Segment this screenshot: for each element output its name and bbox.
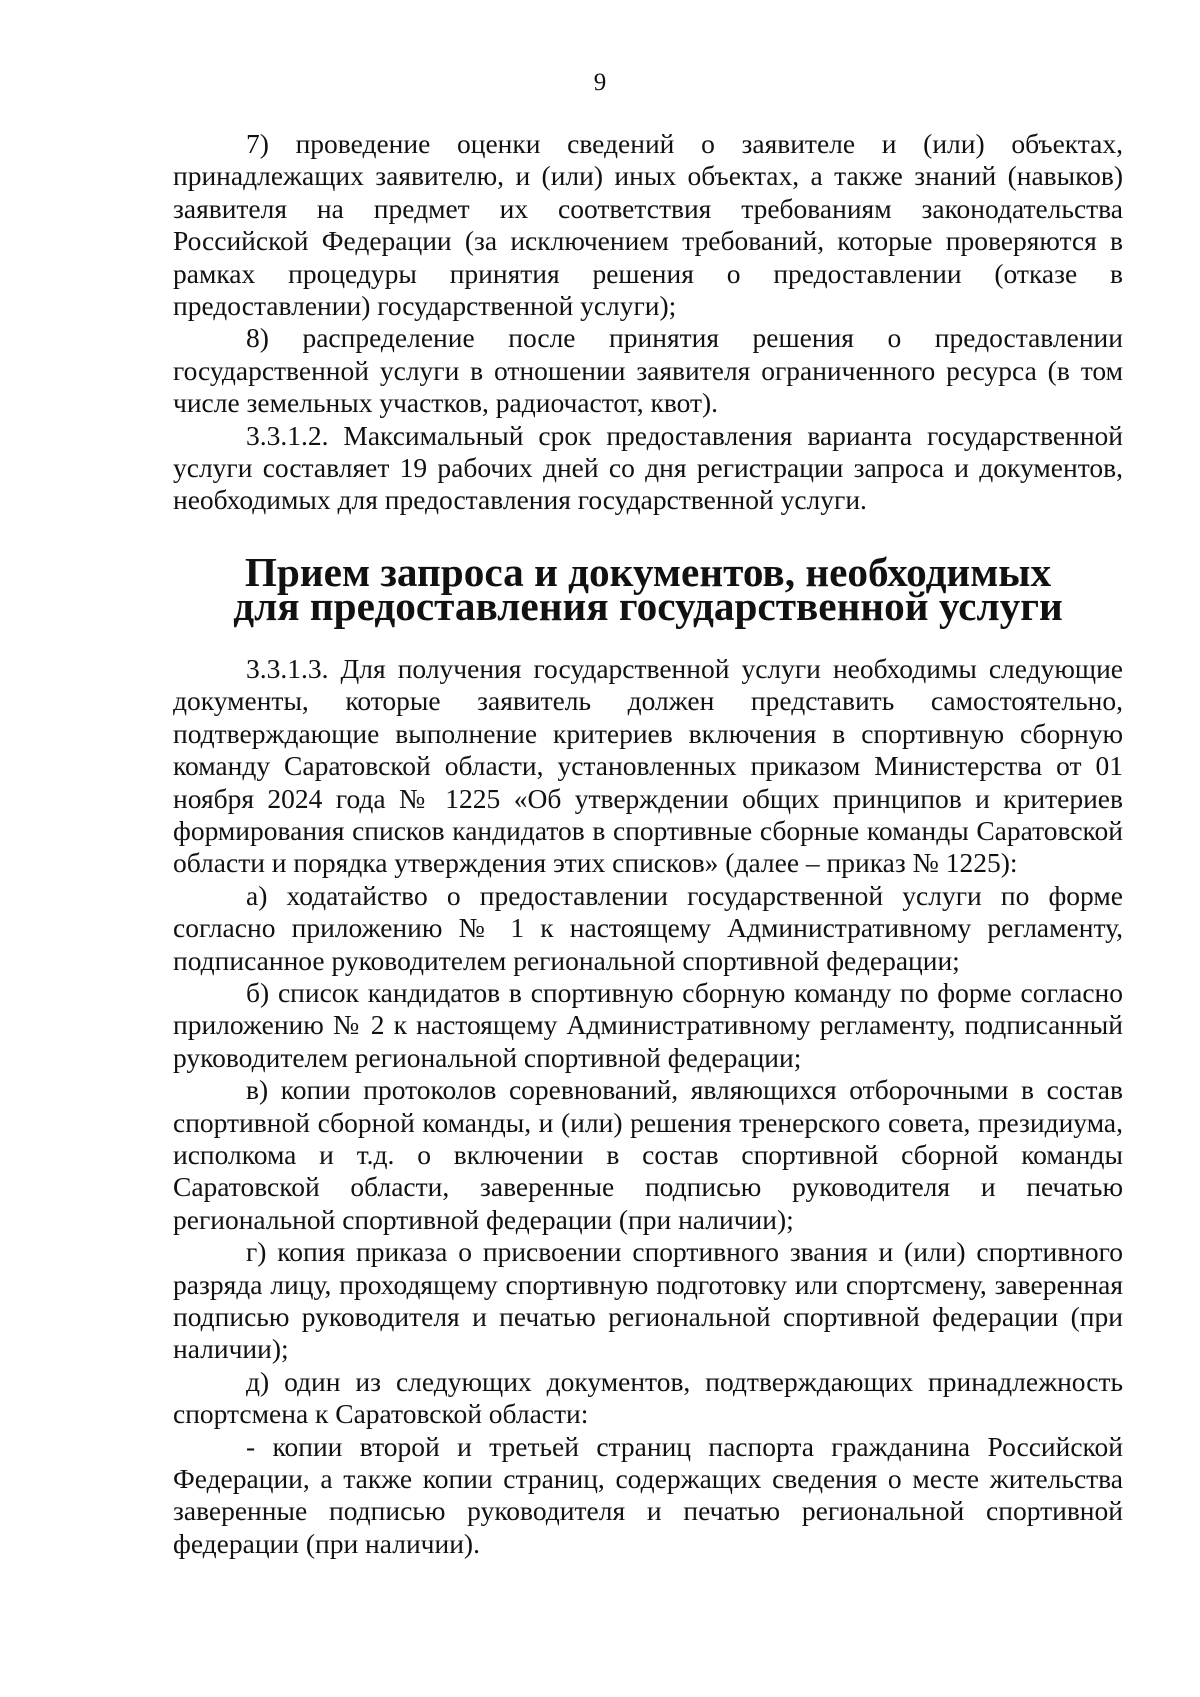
paragraph-item-7: 7) проведение оценки сведений о заявителе и (или) объектах, принадлежащих заявителю, и (или) иных объектах, а также знаний (навыков) заявителя на предмет их соответствия требованиям законодательства Российской Федерации (за исключением требований, которые проверяются в рамках процедуры принятия решения о предоставлении (отказе в предоставлении) государственной услуги); <box>173 128 1123 322</box>
document-body <box>173 128 1123 1560</box>
paragraph-item-b: б) список кандидатов в спортивную сборную команду по форме согласно приложению № 2 к настоящему Административному регламенту, подписанный руководителем региональной спортивной федерации; <box>173 976 1123 1073</box>
paragraph-item-8: 8) распределение после принятия решения о предоставлении государственной услуги в отношении заявителя ограниченного ресурса (в том числе земельных участков, радиочастот, квот). <box>173 322 1123 419</box>
paragraph-passport-copies: - копии второй и третьей страниц паспорта гражданина Российской Федерации, а также копии страниц, содержащих сведения о месте жительства заверенные подписью руководителя и печатью региональной спортивной федерации (при наличии). <box>173 1430 1123 1559</box>
section-heading: Прием запроса и документов, необходимых для предоставления государственной услуги <box>233 548 1063 629</box>
paragraph-item-g: г) копия приказа о присвоении спортивного звания и (или) спортивного разряда лицу, проходящему спортивную подготовку или спортсмену, заверенная подписью руководителя и печатью региональной спортивной федерации (при наличии); <box>173 1236 1123 1365</box>
paragraph-item-a: а) ходатайство о предоставлении государственной услуги по форме согласно приложению № 1 к настоящему Административному регламенту, подписанное руководителем региональной спортивной федерации; <box>173 879 1123 976</box>
page-number: 9 <box>593 69 607 96</box>
paragraph-item-d: д) один из следующих документов, подтверждающих принадлежность спортсмена к Саратовской области: <box>173 1365 1123 1430</box>
paragraph-item-v: в) копии протоколов соревнований, являющихся отборочными в состав спортивной сборной команды, и (или) решения тренерского совета, президиума, исполкома и т.д. о включении в состав спортивной сборной команды Саратовской области, заверенные подписью руководителя и печатью региональной спортивной федерации (при наличии); <box>173 1074 1123 1235</box>
paragraph-3-3-1-3: 3.3.1.3. Для получения государственной услуги необходимы следующие документы, которые заявитель должен представить самостоятельно, подтверждающие выполнение критериев включения в спортивную сборную команду Саратовской области, установленных приказом Министерства от 01 ноября 2024 года № 1225 «Об утверждении общих принципов и критериев формирования списков кандидатов в спортивные сборные команды Саратовской области и порядка утверждения этих списков» (далее – приказ № 1225): <box>173 652 1123 879</box>
paragraph-3-3-1-2: 3.3.1.2. Максимальный срок предоставления варианта государственной услуги составляет 19 рабочих дней со дня регистрации запроса и документов, необходимых для предоставления государственной услуги. <box>173 419 1123 516</box>
